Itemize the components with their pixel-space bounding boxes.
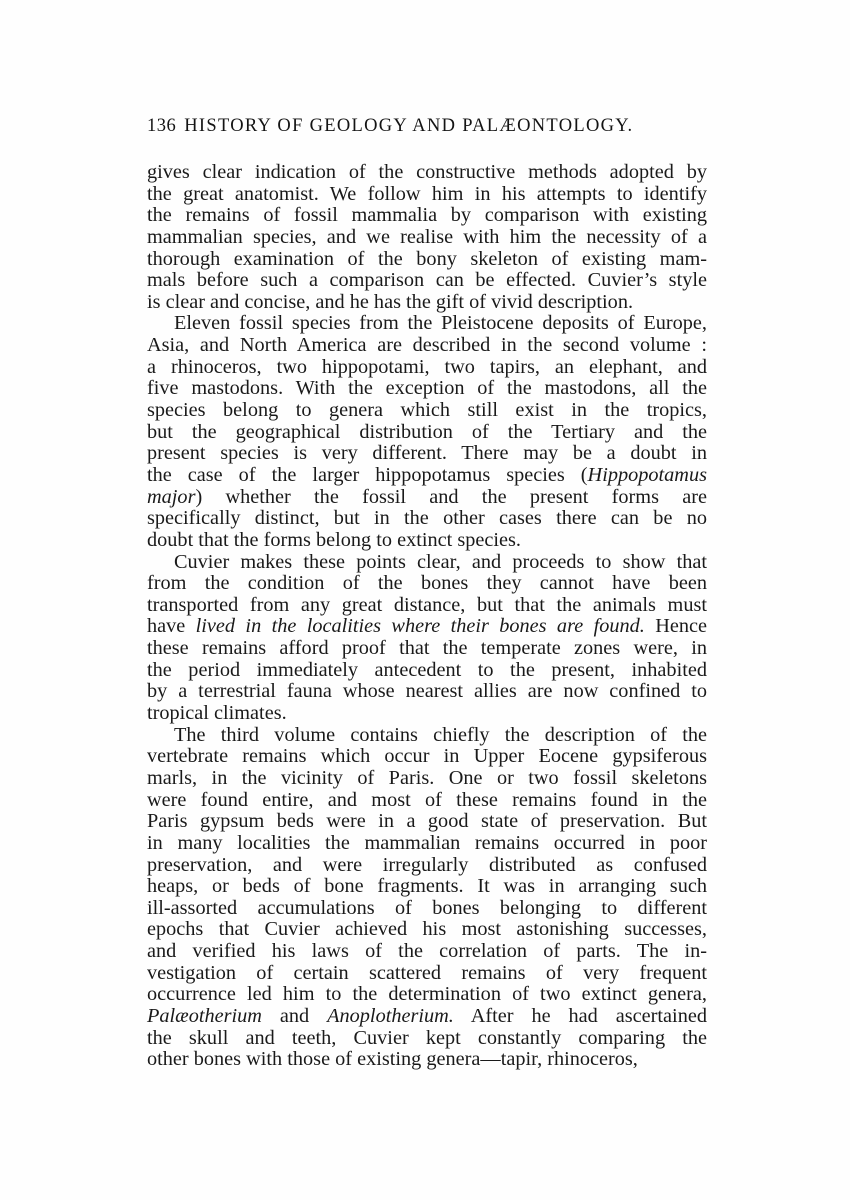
text-line: vertebrate remains which occur in Upper Eocene gypsiferous	[147, 745, 707, 768]
text-line: Eleven fossil species from the Pleistocene deposits of Europe,	[174, 312, 707, 335]
text-line: but the geographical distribution of the Tertiary and the	[147, 420, 707, 443]
running-head	[147, 116, 717, 137]
text-line: in many localities the mammalian remains occurred in poor	[147, 831, 707, 854]
text-line: doubt that the forms belong to extinct species.	[147, 528, 521, 551]
text-line: Asia, and North America are described in the second volume :	[147, 334, 707, 357]
text-line: the great anatomist. We follow him in his attempts to identify	[147, 182, 707, 205]
text-line: Palæotherium and Anoplotherium. After he had ascertained	[147, 1004, 707, 1027]
paragraph	[147, 162, 707, 313]
text-line: mammalian species, and we realise with him the necessity of a	[147, 225, 707, 248]
text-line: the case of the larger hippopotamus species (Hippopotamus	[147, 463, 707, 486]
text-line: Paris gypsum beds were in a good state of preservation. But	[147, 810, 707, 833]
text-line: the period immediately antecedent to the present, inhabited	[147, 658, 707, 681]
italic-text: lived in the localities where their bones are found.	[195, 615, 645, 638]
text-line: Cuvier makes these points clear, and proceeds to show that	[174, 550, 707, 573]
text-line: were found entire, and most of these remains found in the	[147, 788, 707, 811]
text-line: the remains of fossil mammalia by comparison with existing	[147, 204, 707, 227]
text-line: from the condition of the bones they cannot have been	[147, 572, 707, 595]
text-line: species belong to genera which still exist in the tropics,	[147, 399, 707, 422]
text-line: other bones with those of existing genera—tapir, rhinoceros,	[147, 1048, 638, 1071]
paragraph	[147, 725, 707, 1071]
text-line: tropical climates.	[147, 702, 287, 725]
text-line: have lived in the localities where their bones are found. Hence	[147, 615, 707, 638]
text-line: gives clear indication of the constructive methods adopted by	[147, 161, 707, 183]
text-line: these remains afford proof that the temperate zones were, in	[147, 637, 707, 660]
text-line: by a terrestrial fauna whose nearest allies are now confined to	[147, 680, 707, 703]
text-line: heaps, or beds of bone fragments. It was in arranging such	[147, 875, 707, 898]
text-line: is clear and concise, and he has the gift of vivid description.	[147, 290, 634, 313]
page-number: 136	[147, 116, 177, 136]
text-line: occurrence led him to the determination of two extinct genera,	[147, 983, 707, 1006]
text-line: transported from any great distance, but that the animals must	[147, 593, 707, 616]
running-title: HISTORY OF GEOLOGY AND PALÆONTOLOGY.	[184, 116, 634, 136]
italic-text: Anoplotherium.	[327, 1004, 454, 1027]
text-line: specifically distinct, but in the other cases there can be no	[147, 507, 707, 530]
text-line: ill-assorted accumulations of bones belonging to different	[147, 896, 707, 919]
body-text	[147, 162, 707, 1071]
text-line: marls, in the vicinity of Paris. One or two fossil skeletons	[147, 766, 707, 789]
text-line: preservation, and were irregularly distributed as confused	[147, 853, 707, 876]
text-line: the skull and teeth, Cuvier kept constantly comparing the	[147, 1026, 707, 1049]
paragraph	[147, 313, 707, 551]
italic-text: major	[147, 485, 196, 508]
text-line: present species is very different. There may be a doubt in	[147, 442, 707, 465]
italic-text: Hippopotamus	[587, 463, 707, 486]
text-line: and verified his laws of the correlation of parts. The in-	[147, 940, 707, 963]
text-line: major) whether the fossil and the present forms are	[147, 485, 707, 508]
text-line: thorough examination of the bony skeleton of existing mam-	[147, 247, 707, 270]
text-line: a rhinoceros, two hippopotami, two tapirs, an elephant, and	[147, 355, 707, 378]
paragraph	[147, 552, 707, 725]
text-line: vestigation of certain scattered remains of very frequent	[147, 961, 707, 984]
text-line: The third volume contains chiefly the description of the	[174, 723, 707, 746]
text-line: epochs that Cuvier achieved his most astonishing successes,	[147, 918, 707, 941]
text-line: mals before such a comparison can be effected. Cuvier’s style	[147, 269, 707, 292]
text-line: five mastodons. With the exception of the mastodons, all the	[147, 377, 707, 400]
italic-text: Palæotherium	[147, 1004, 262, 1027]
